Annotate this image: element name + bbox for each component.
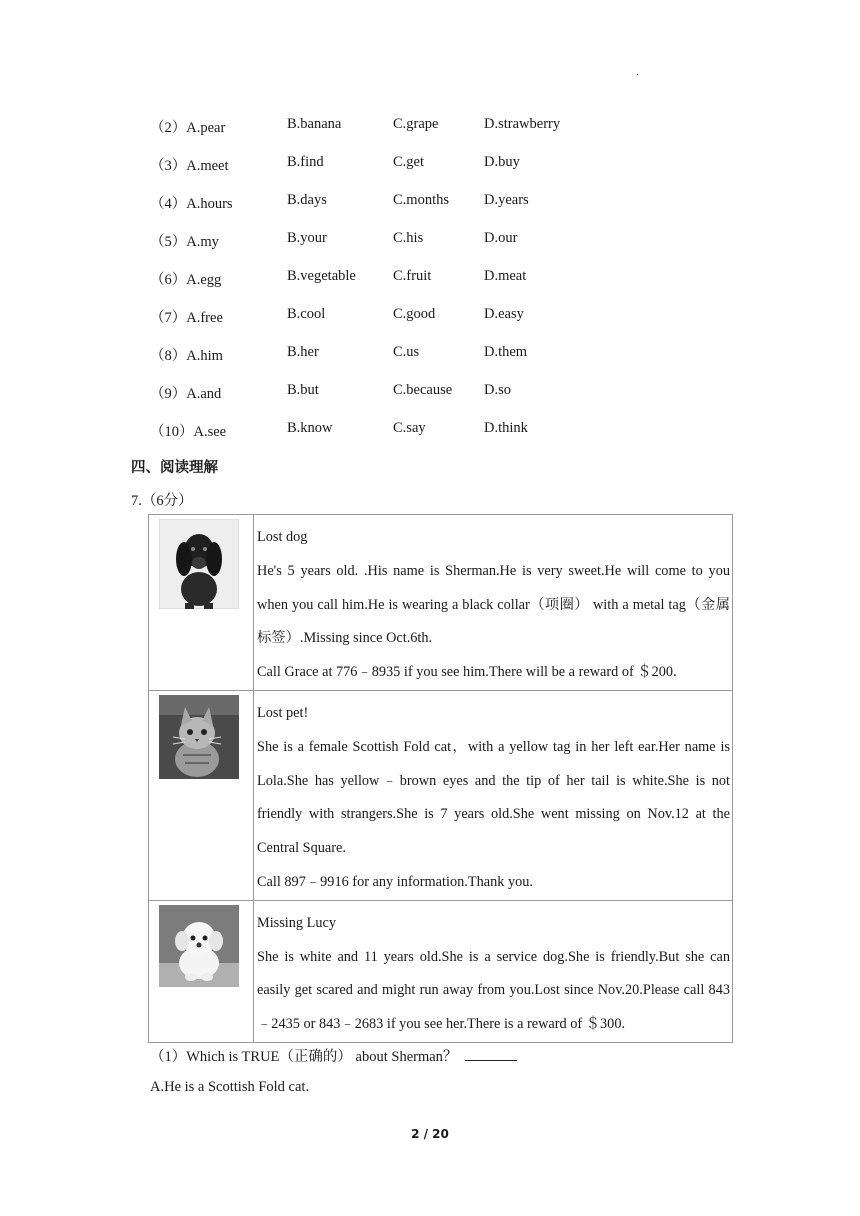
ad-text-cell: [254, 515, 733, 691]
option-d: D.strawberry: [484, 116, 561, 132]
question-number: 7.（6分）: [131, 493, 193, 509]
option-d: D.years: [484, 192, 529, 208]
answer-blank[interactable]: [465, 1046, 517, 1061]
ad-title: Lost dog: [257, 529, 308, 545]
ad-row: [149, 515, 733, 691]
option-b: B.banana: [287, 116, 342, 132]
ad-body: He's 5 years old. .His name is Sherman.He is very sweet.He will come to you when you call him.He is wearing a black collar（项圈） with a metal tag（金属标签）.Missing since Oct.6th.: [257, 562, 730, 647]
option-a: （5）A.my: [150, 234, 219, 250]
option-c: C.fruit: [393, 268, 432, 284]
option-d: D.our: [484, 230, 518, 246]
lost-pets-table: [148, 514, 733, 1043]
ad-text-cell: [254, 900, 733, 1042]
option-a: （6）A.egg: [150, 272, 222, 288]
ad-image-cell: [149, 515, 254, 691]
ad-image-cell: [149, 690, 254, 900]
option-c: C.get: [393, 154, 425, 170]
section-heading: 四、阅读理解: [131, 460, 218, 476]
ad-row: [149, 900, 733, 1042]
option-c: C.months: [393, 192, 449, 208]
ad-title: Lost pet!: [257, 704, 309, 721]
header-mark: .: [636, 66, 639, 78]
option-a: （4）A.hours: [150, 196, 233, 212]
puppy-photo-icon: [159, 905, 239, 987]
option-d: D.them: [484, 344, 528, 360]
option-b: B.vegetable: [287, 268, 356, 284]
ad-image-cell: [149, 900, 254, 1042]
page-number: 2 / 20: [411, 1127, 449, 1141]
option-c: C.us: [393, 344, 420, 360]
option-d: D.so: [484, 382, 511, 398]
option-d: D.think: [484, 420, 528, 436]
option-b: B.find: [287, 154, 324, 170]
sub-question: [150, 1045, 517, 1066]
option-c: C.good: [393, 306, 436, 322]
option-b: B.know: [287, 420, 333, 436]
option-d: D.buy: [484, 154, 520, 170]
ad-text-cell: [254, 690, 733, 900]
option-b: B.days: [287, 192, 327, 208]
answer-option: A.He is a Scottish Fold cat.: [150, 1079, 310, 1095]
option-a: （2）A.pear: [150, 120, 226, 136]
option-a: （10）A.see: [150, 424, 227, 440]
option-b: B.her: [287, 344, 319, 360]
cat-photo-icon: [159, 695, 239, 779]
option-b: B.but: [287, 382, 319, 398]
dog-photo-icon: [159, 519, 239, 609]
option-d: D.easy: [484, 306, 524, 322]
option-c: C.his: [393, 230, 424, 246]
option-d: D.meat: [484, 268, 527, 284]
option-b: B.your: [287, 230, 327, 246]
ad-row: [149, 690, 733, 900]
option-a: （7）A.free: [150, 310, 223, 326]
ad-contact: Call Grace at 776﹣8935 if you see him.There will be a reward of ＄200.: [257, 664, 677, 681]
option-a: （9）A.and: [150, 386, 222, 402]
option-b: B.cool: [287, 306, 326, 322]
option-c: C.say: [393, 420, 426, 436]
option-c: C.because: [393, 382, 453, 398]
ad-body: She is a female Scottish Fold cat，with a yellow tag in her left ear.Her name is Lola.She has yellow﹣brown eyes and the tip of her tail is white.She is not friendly with strangers.She is 7 years old.She went missing on Nov.12 at the Central Square.: [257, 738, 730, 857]
option-c: C.grape: [393, 116, 439, 132]
ad-contact: Call 897﹣9916 for any information.Thank you.: [257, 873, 533, 890]
option-a: （3）A.meet: [150, 158, 229, 174]
sub-question-text: （1）Which is TRUE（正确的） about Sherman？: [150, 1049, 458, 1065]
ad-title: Missing Lucy: [257, 914, 337, 931]
ad-body: She is white and 11 years old.She is a service dog.She is friendly.But she can easily get scared and might run away from you.Lost since Nov.20.Please call 843﹣2435 or 843﹣2683 if you see her.There is a reward of ＄300.: [257, 948, 730, 1033]
option-a: （8）A.him: [150, 348, 223, 364]
